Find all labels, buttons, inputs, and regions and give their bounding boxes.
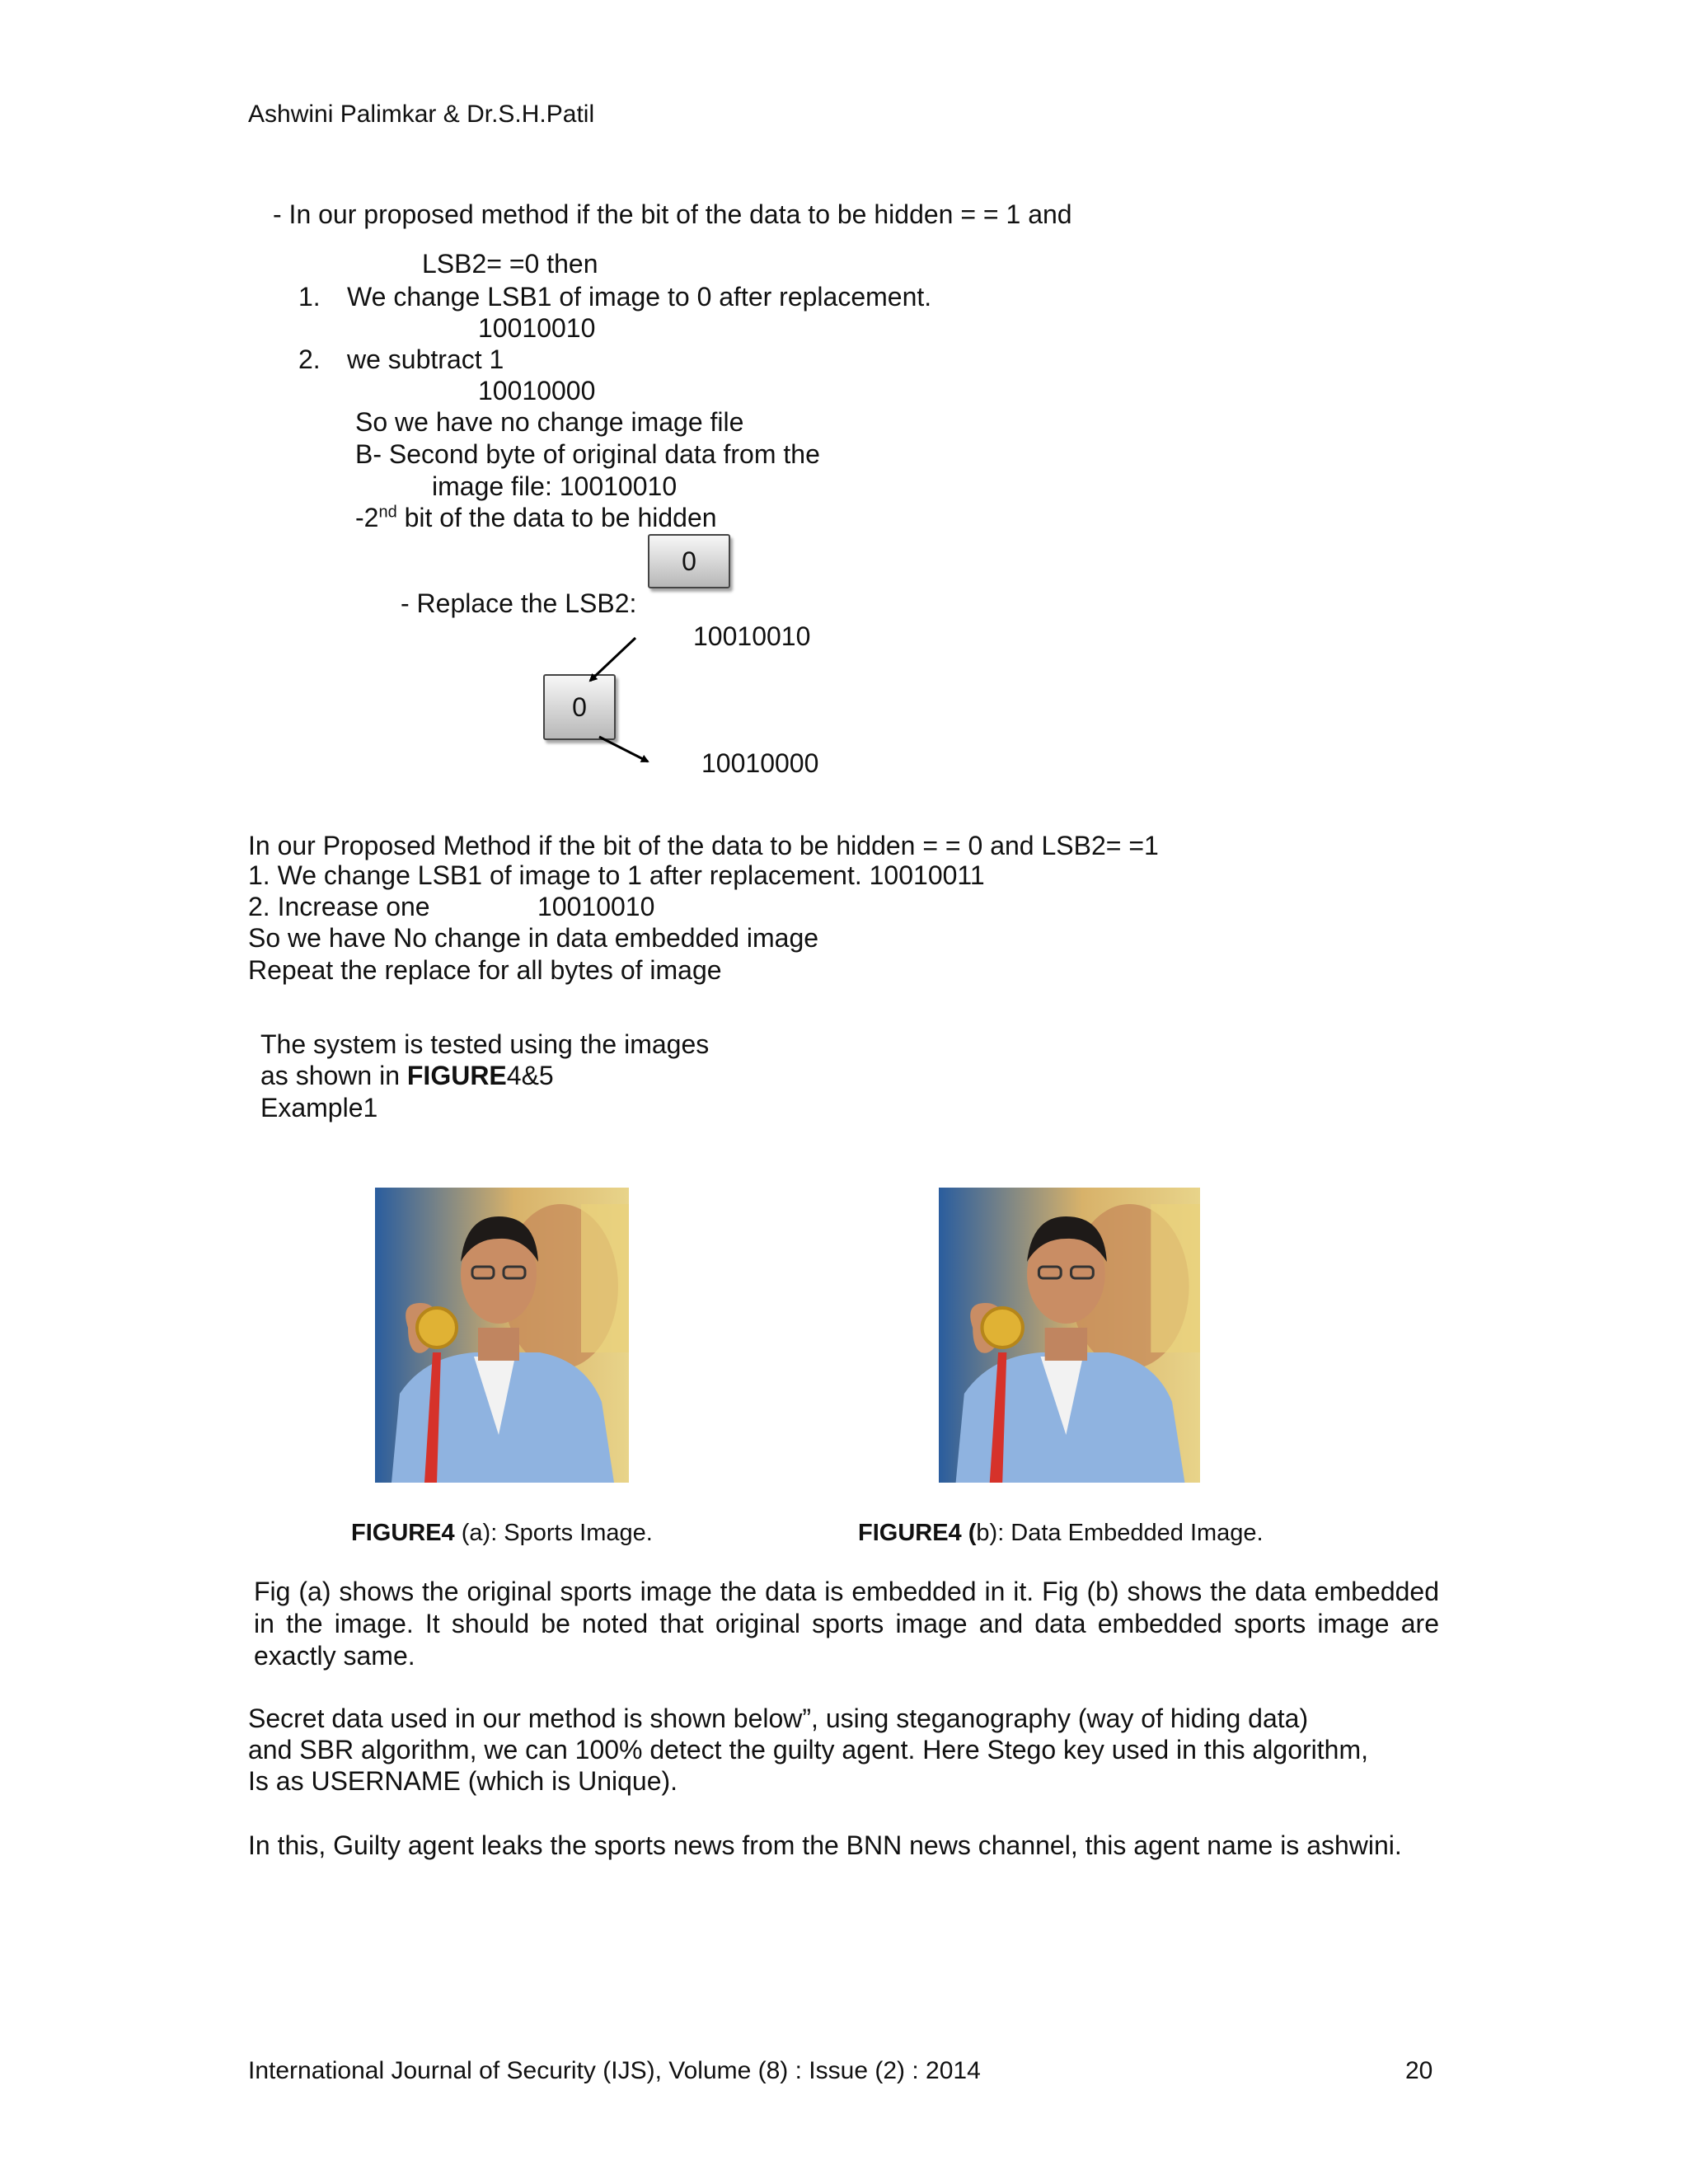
running-header: Ashwini Palimkar & Dr.S.H.Patil <box>248 101 595 128</box>
step-text: we subtract 1 <box>347 344 504 374</box>
guilty-agent-paragraph: In this, Guilty agent leaks the sports news from the BNN news channel, this agent name is ashwini. <box>248 1830 1402 1860</box>
result-text: So we have no change image file <box>355 407 744 437</box>
hidden-bit-text: -2nd bit of the data to be hidden <box>355 503 717 532</box>
method-line: 2. Increase one <box>248 892 430 921</box>
test-text: The system is tested using the images <box>260 1029 710 1059</box>
figure-caption: FIGURE4 (b): Data Embedded Image. <box>858 1520 1264 1546</box>
second-byte-text: B- Second byte of original data from the <box>355 439 820 469</box>
binary-value: 10010000 <box>701 748 819 778</box>
replace-label: - Replace the LSB2: <box>401 588 637 618</box>
page-number: 20 <box>1405 2057 1433 2084</box>
bit-box: 0 <box>543 674 616 740</box>
binary-value: 10010000 <box>478 376 596 405</box>
binary-value: 10010010 <box>693 621 811 651</box>
method-line: In our Proposed Method if the bit of the data to be hidden = = 0 and LSB2= =1 <box>248 831 1159 860</box>
arrow-out <box>599 737 648 762</box>
data-embedded-image <box>939 1188 1200 1483</box>
example-label: Example1 <box>260 1093 378 1122</box>
secret-data-text: and SBR algorithm, we can 100% detect the guilty agent. Here Stego key used in this algorithm, <box>248 1735 1368 1765</box>
step-number: 2. <box>298 344 321 374</box>
secret-data-text: Secret data used in our method is shown below”, using steganography (way of hiding data) <box>248 1704 1309 1733</box>
method-line: Repeat the replace for all bytes of image <box>248 955 722 985</box>
figure-caption: FIGURE4 (a): Sports Image. <box>351 1520 653 1546</box>
test-text: as shown in FIGURE4&5 <box>260 1061 554 1090</box>
method-line: So we have No change in data embedded image <box>248 923 819 953</box>
arrow-in <box>590 638 635 681</box>
sports-image <box>375 1188 629 1483</box>
step-number: 1. <box>298 282 321 312</box>
condition-text: LSB2= =0 then <box>422 249 598 279</box>
journal-footer: International Journal of Security (IJS), Volume (8) : Issue (2) : 2014 <box>248 2057 981 2084</box>
bit-box: 0 <box>648 534 730 588</box>
binary-value: 10010010 <box>537 892 655 921</box>
secret-data-text: Is as USERNAME (which is Unique). <box>248 1766 678 1796</box>
image-file-text: image file: 10010010 <box>432 471 678 501</box>
step-text: We change LSB1 of image to 0 after replacement. <box>347 282 932 312</box>
figure-description: Fig (a) shows the original sports image the data is embedded in it. Fig (b) shows the data embedded in the image. It should be noted that original sports image and data embedded sports image are exactly same. <box>254 1577 1439 1671</box>
binary-value: 10010010 <box>478 313 596 343</box>
method-intro: - In our proposed method if the bit of the data to be hidden = = 1 and <box>273 199 1072 229</box>
method-line: 1. We change LSB1 of image to 1 after replacement. 10010011 <box>248 860 985 890</box>
